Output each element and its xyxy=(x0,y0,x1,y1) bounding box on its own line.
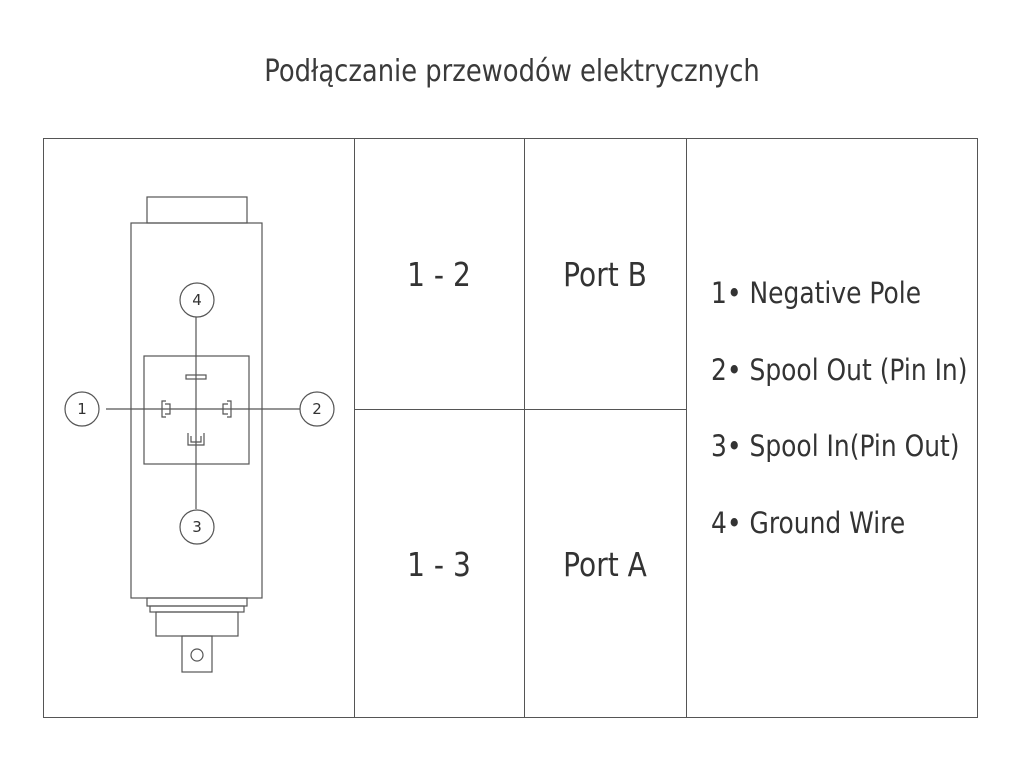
connector-ring xyxy=(147,598,247,606)
legend-bullet: • xyxy=(726,429,742,463)
connector-top-cap xyxy=(147,197,247,223)
pin-label-3: 3 xyxy=(192,518,202,536)
column-divider xyxy=(354,139,355,717)
legend-number: 2 xyxy=(711,353,727,387)
legend-text: Negative Pole xyxy=(749,276,922,310)
legend-number: 3 xyxy=(711,429,727,463)
port-cell: Port B xyxy=(563,255,647,294)
column-divider xyxy=(686,139,687,717)
legend-number: 4 xyxy=(711,506,727,540)
solenoid-connector-diagram xyxy=(44,139,354,717)
column-divider xyxy=(524,139,525,717)
pin-label-4: 4 xyxy=(192,291,202,309)
legend-item xyxy=(711,429,960,463)
legend-bullet: • xyxy=(726,353,742,387)
page-title: Podłączanie przewodów elektrycznych xyxy=(264,54,760,89)
legend-item xyxy=(711,353,967,387)
legend-bullet: • xyxy=(726,276,742,310)
connector-tab-hole xyxy=(191,649,203,661)
wiring-table xyxy=(43,138,978,718)
legend-text: Spool Out (Pin In) xyxy=(749,353,968,387)
legend-item xyxy=(711,506,905,540)
legend-bullet: • xyxy=(726,506,742,540)
pin-label-2: 2 xyxy=(312,400,322,418)
connection-cell: 1 - 2 xyxy=(407,255,471,294)
legend-text: Spool In(Pin Out) xyxy=(749,429,960,463)
pin-label-1: 1 xyxy=(77,400,87,418)
connector-nut xyxy=(156,612,238,636)
port-cell: Port A xyxy=(563,545,647,584)
connector-tab xyxy=(182,636,212,672)
legend-number: 1 xyxy=(711,276,727,310)
connection-cell: 1 - 3 xyxy=(407,545,471,584)
legend-item xyxy=(711,276,921,310)
row-divider xyxy=(354,409,687,410)
legend-text: Ground Wire xyxy=(749,506,906,540)
